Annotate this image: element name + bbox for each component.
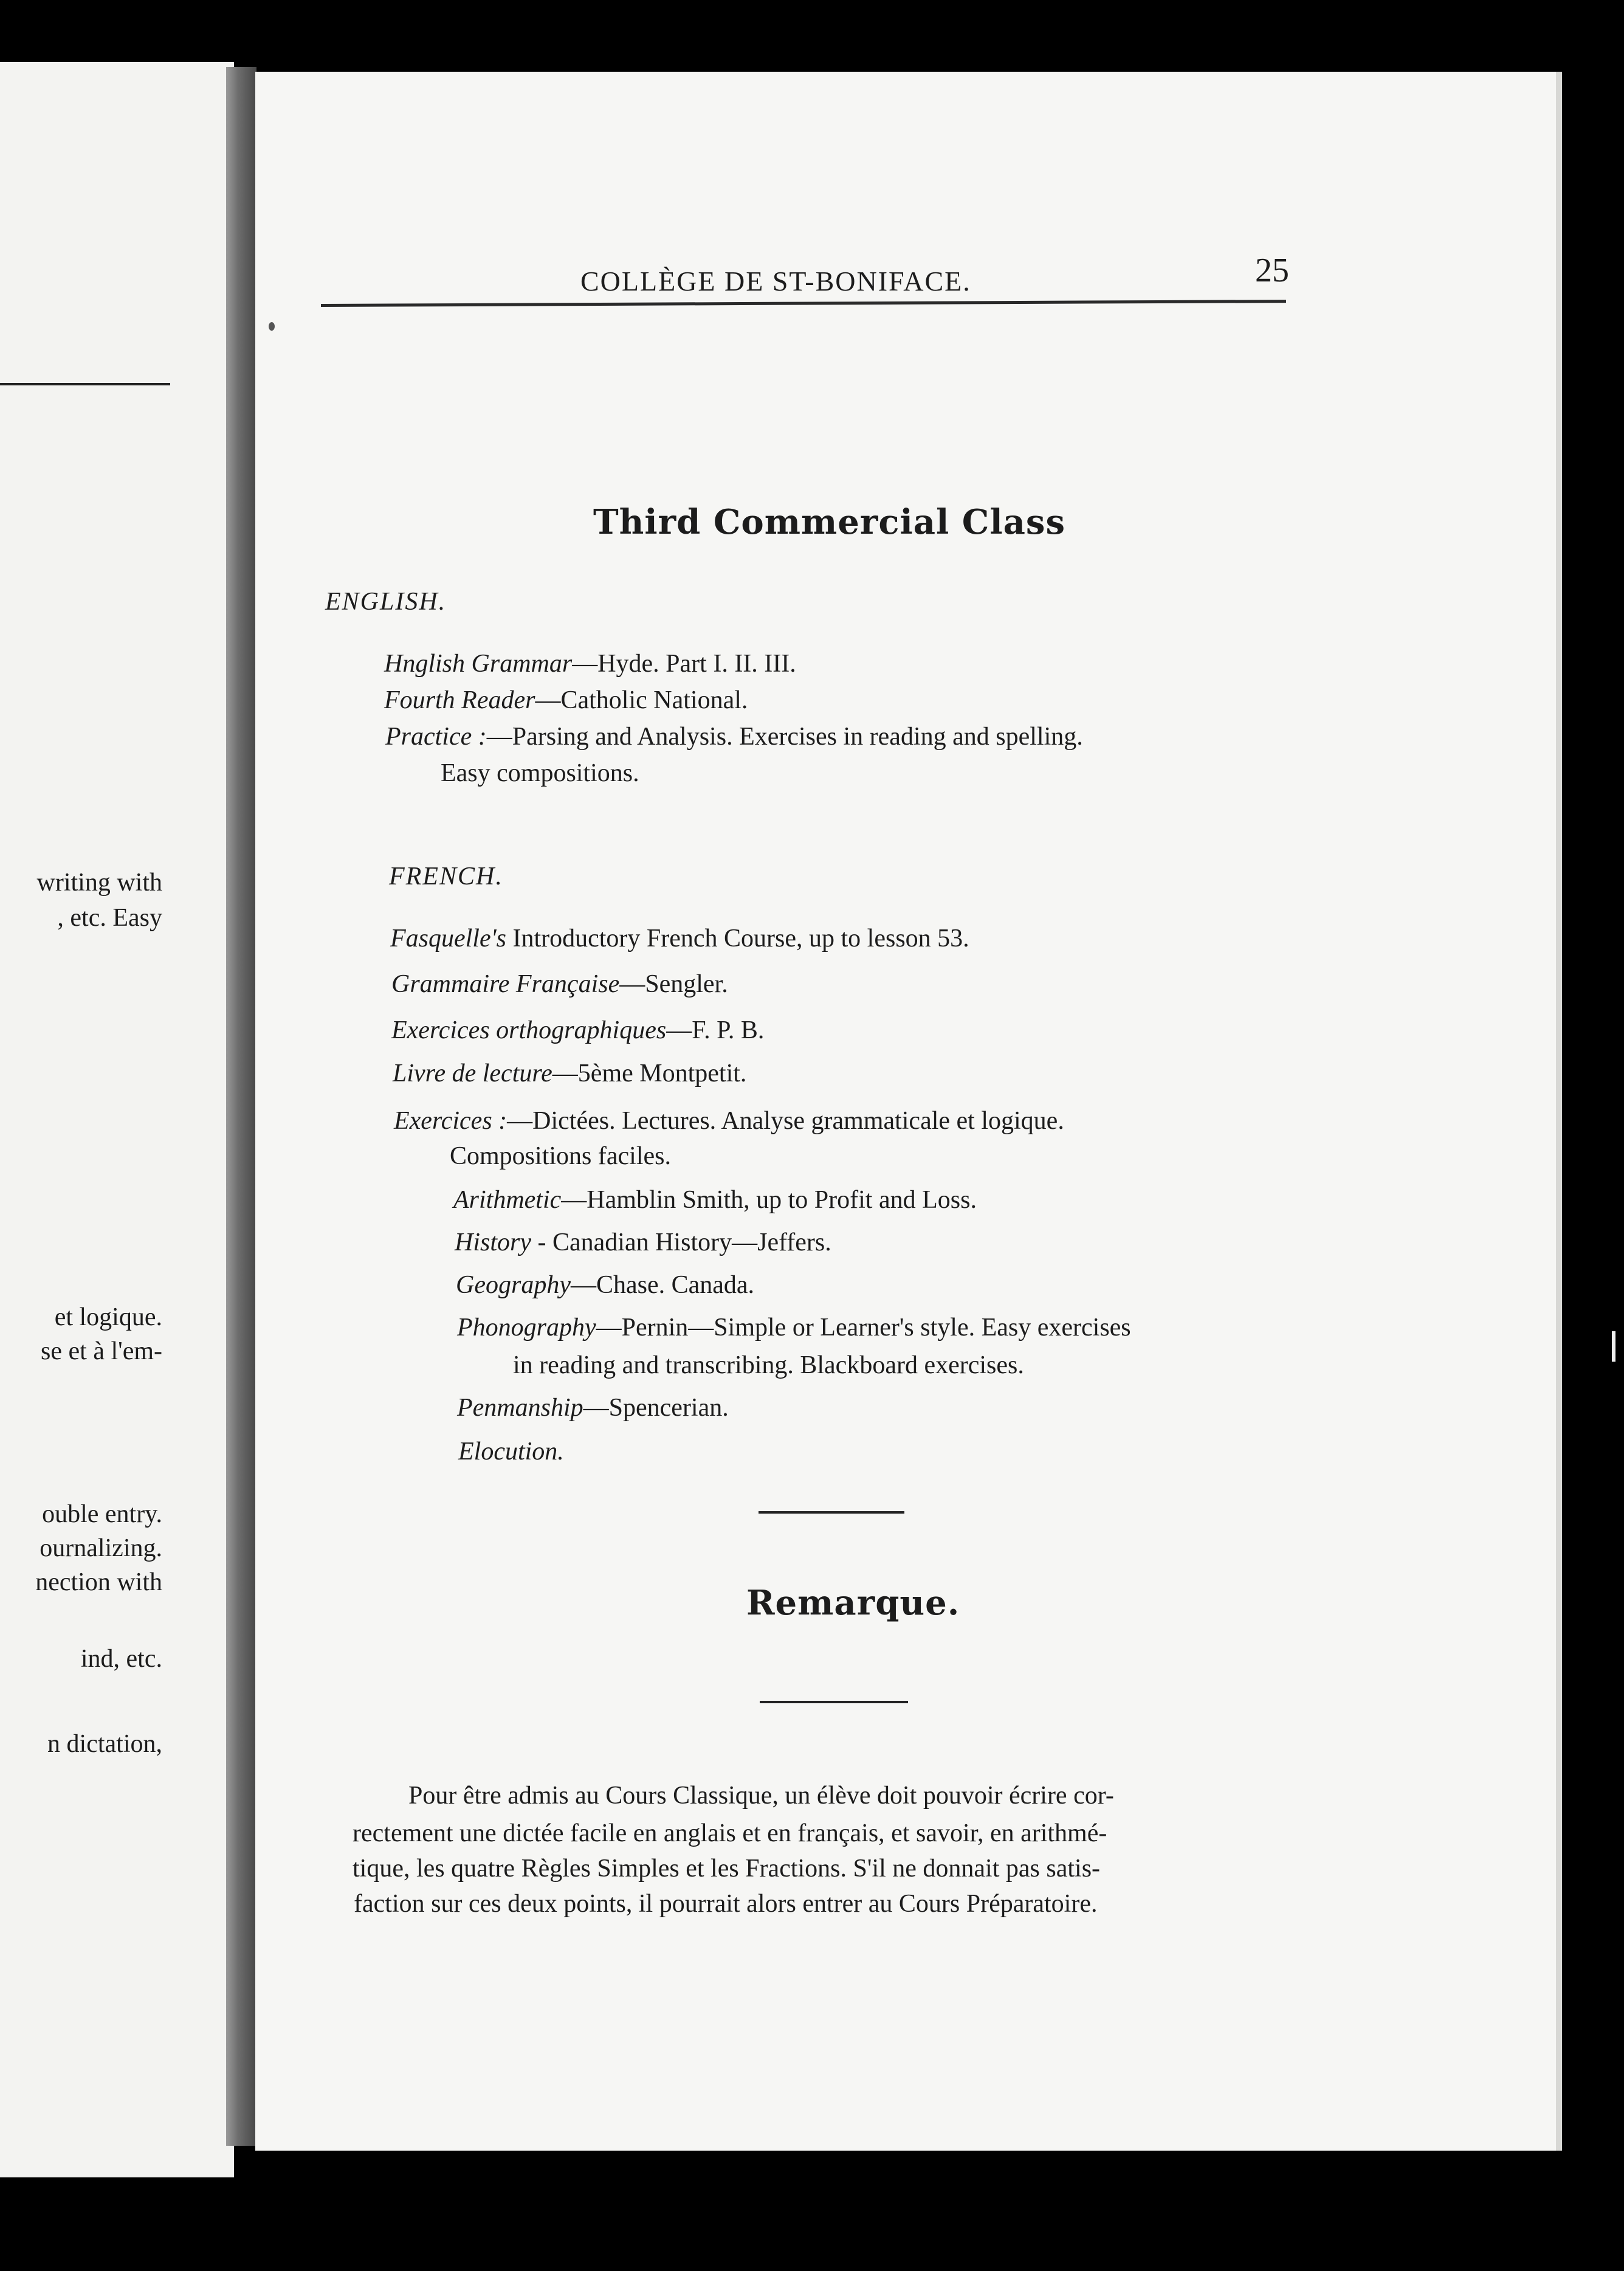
remarque-line: Pour être admis au Cours Classique, un élève doit pouvoir écrire cor- <box>408 1782 1114 1810</box>
english-item: Hnglish Grammar—Hyde. Part I. II. III. <box>384 650 796 678</box>
page-number: 25 <box>1255 252 1289 289</box>
french-label: FRENCH. <box>389 863 503 891</box>
subject-item: Arithmetic—Hamblin Smith, up to Profit and Loss. <box>453 1186 977 1214</box>
subject-item: Phonography—Pernin—Simple or Learner's style. Easy exercises <box>457 1314 1131 1342</box>
subject-item: in reading and transcribing. Blackboard exercises. <box>513 1351 1024 1379</box>
subject-item: Geography—Chase. Canada. <box>456 1271 755 1299</box>
subject-item: Penmanship—Spencerian. <box>457 1394 729 1422</box>
left-page-rule <box>0 383 170 385</box>
subject-item: Elocution. <box>458 1438 564 1466</box>
left-page-line: ouble entry. <box>42 1500 162 1528</box>
remarque-title: Remarque. <box>746 1583 960 1623</box>
english-item: Fourth Reader—Catholic National. <box>384 686 748 714</box>
french-item: Exercices orthographiques—F. P. B. <box>391 1016 765 1044</box>
french-item: Compositions faciles. <box>450 1142 671 1170</box>
page-edge-mark <box>1612 1331 1615 1362</box>
french-item: Livre de lecture—5ème Montpetit. <box>393 1060 747 1087</box>
english-item: Practice :—Parsing and Analysis. Exercises in reading and spelling. <box>385 723 1083 751</box>
left-page-line: et logique. <box>54 1303 162 1331</box>
french-item: Exercices :—Dictées. Lectures. Analyse grammaticale et logique. <box>394 1107 1064 1135</box>
header-rule <box>321 300 1286 307</box>
french-item: Grammaire Française—Sengler. <box>391 970 728 998</box>
remarque-line: rectement une dictée facile en anglais et en français, et savoir, en arithmé- <box>353 1819 1107 1847</box>
section-title: Third Commercial Class <box>593 502 1065 542</box>
subject-item: History - Canadian History—Jeffers. <box>455 1229 831 1256</box>
remarque-line: tique, les quatre Règles Simples et les Fractions. S'il ne donnait pas satis- <box>353 1855 1101 1883</box>
english-item: Easy compositions. <box>441 759 639 787</box>
book-gutter <box>226 67 256 2146</box>
french-item: Fasquelle's Introductory French Course, up to lesson 53. <box>390 925 969 953</box>
running-header: COLLÈGE DE ST-BONIFACE. <box>580 266 971 297</box>
remarque-line: faction sur ces deux points, il pourrait alors entrer au Cours Préparatoire. <box>354 1890 1098 1918</box>
page-speck <box>269 322 275 331</box>
left-page-line: ind, etc. <box>80 1645 162 1673</box>
divider <box>760 1701 908 1703</box>
left-page-line: n dictation, <box>47 1730 162 1758</box>
left-page-line: se et à l'em- <box>41 1337 162 1365</box>
divider <box>759 1511 904 1514</box>
left-page-line: ournalizing. <box>40 1534 162 1562</box>
right-page <box>255 72 1562 2151</box>
left-page <box>0 62 234 2177</box>
left-page-line: , etc. Easy <box>57 904 162 932</box>
left-page-line: writing with <box>36 869 162 897</box>
left-page-line: nection with <box>35 1568 162 1596</box>
english-label: ENGLISH. <box>325 588 447 616</box>
